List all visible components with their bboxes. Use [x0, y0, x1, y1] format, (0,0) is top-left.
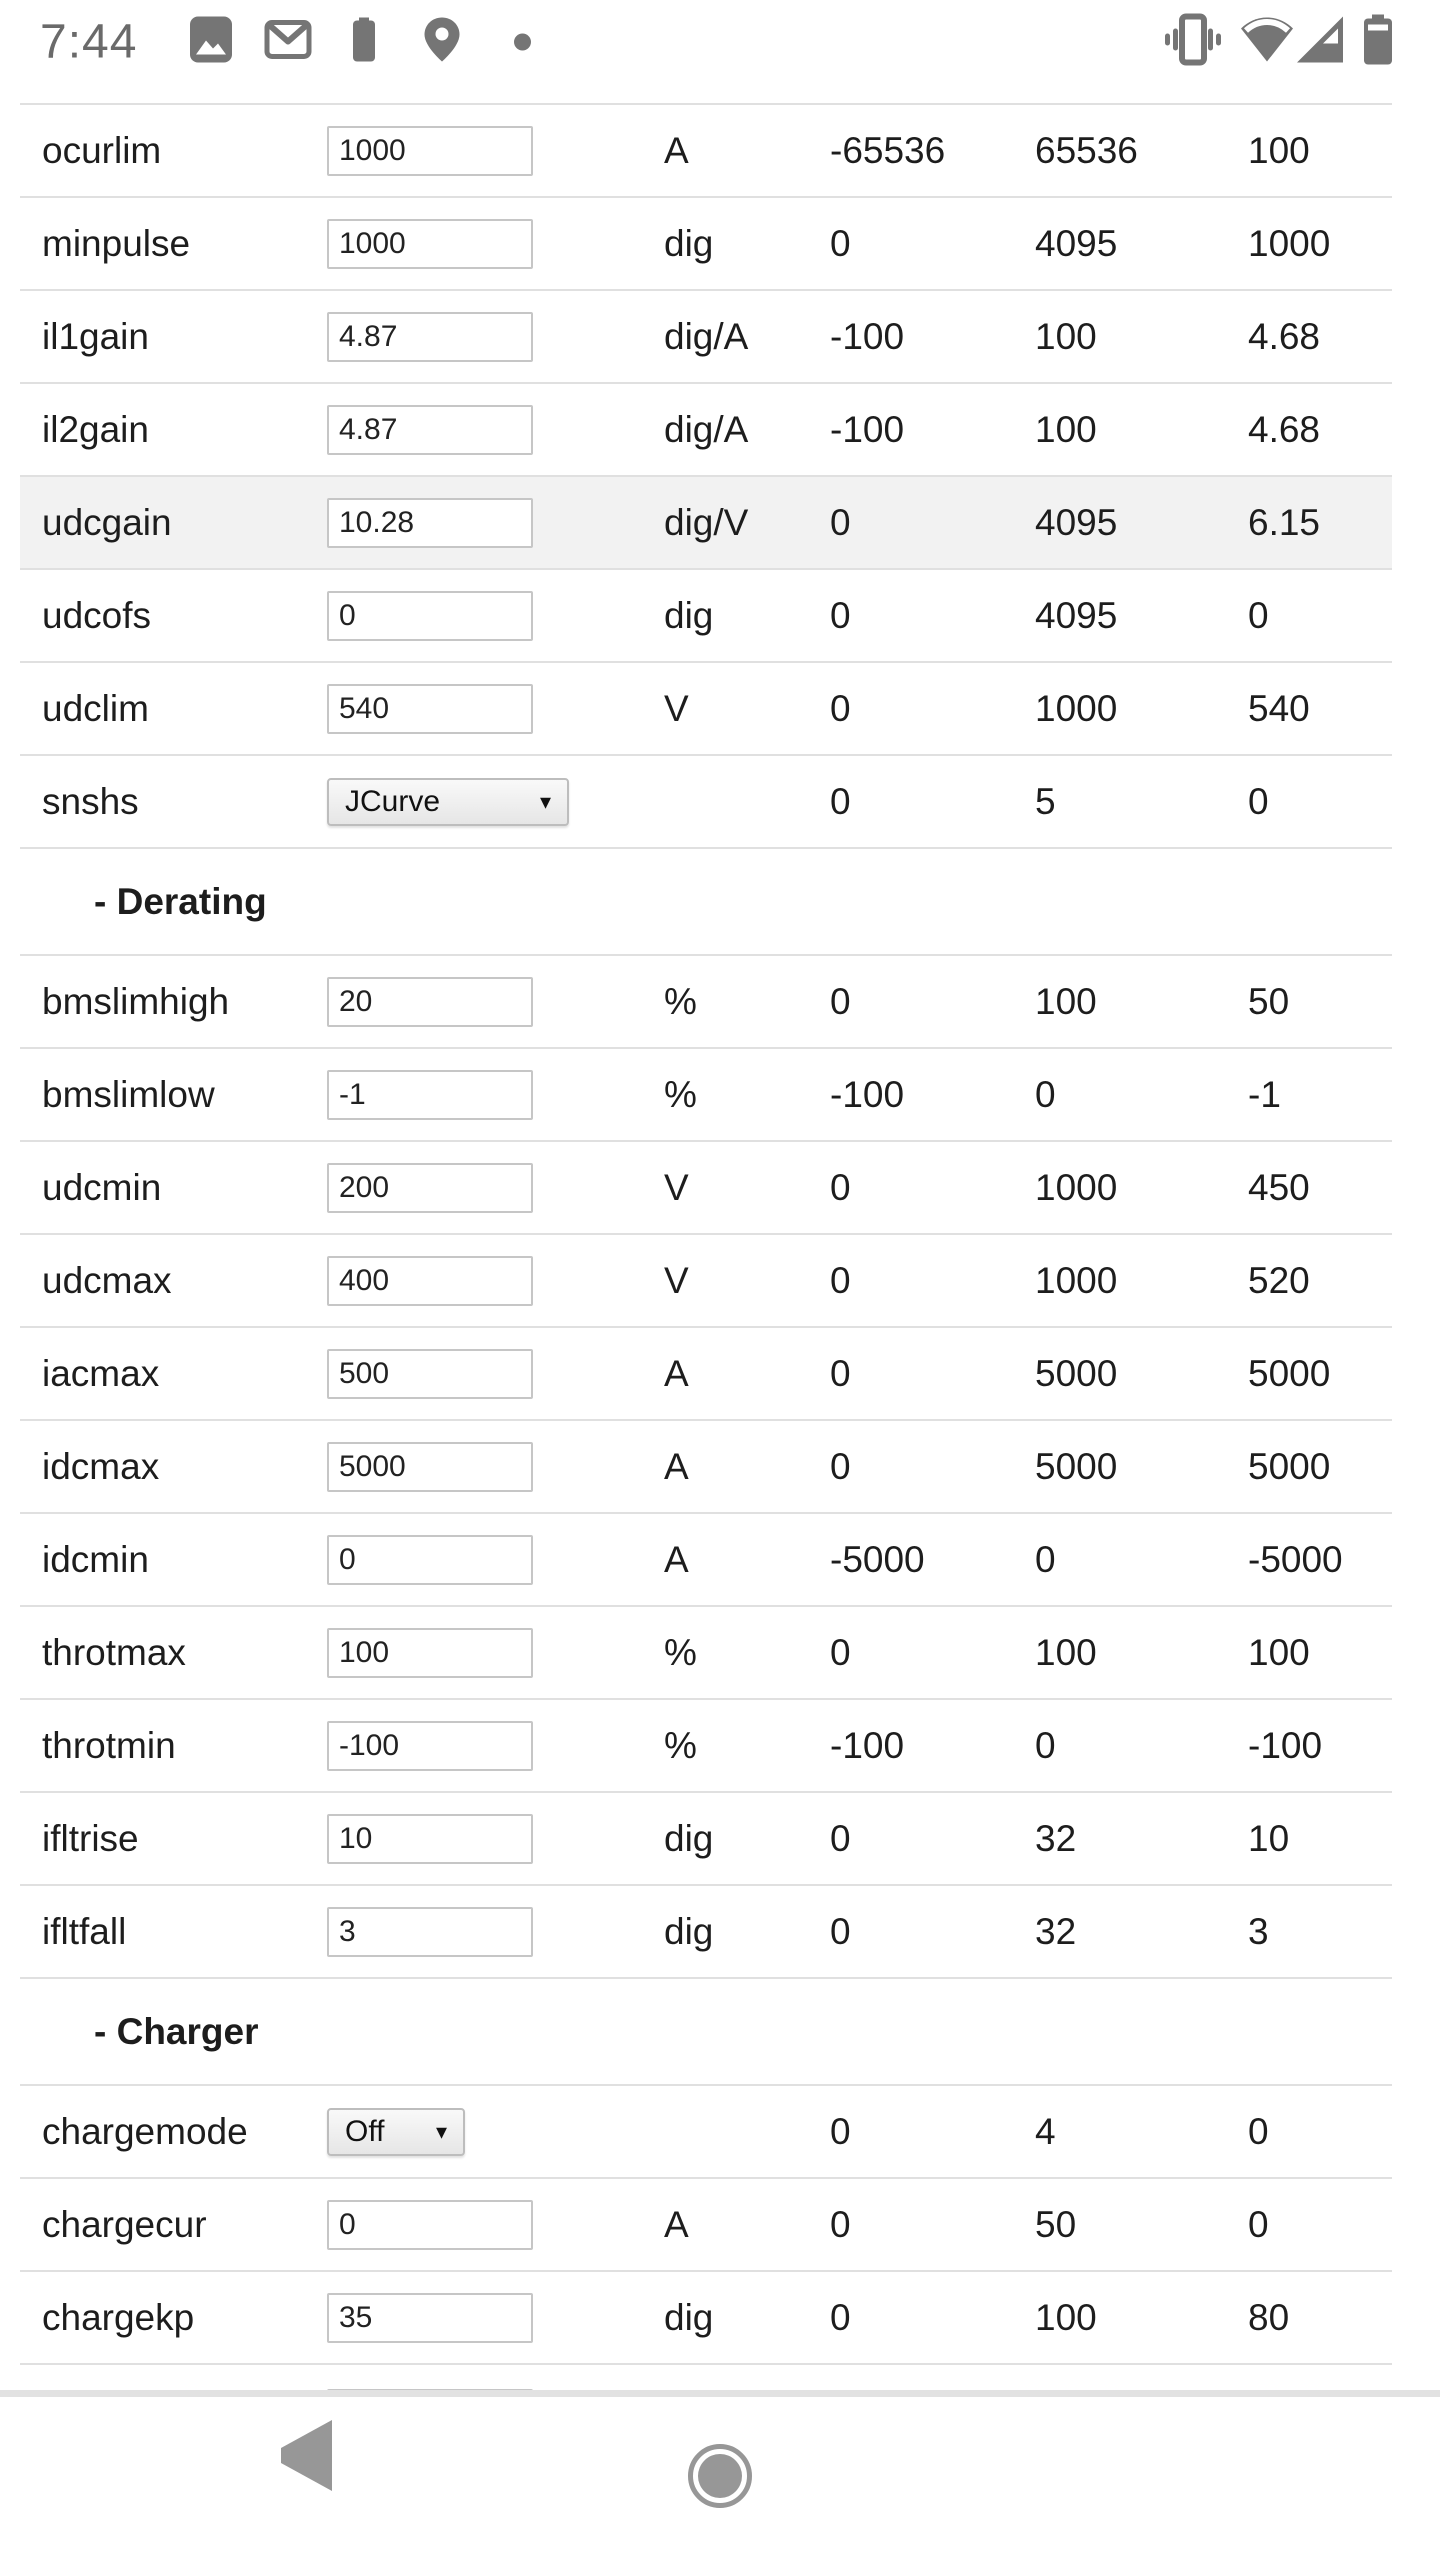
- param-name-chargekp: chargekp: [42, 2296, 195, 2338]
- param-unit: V: [664, 1259, 689, 1301]
- param-min: 0: [830, 980, 851, 1022]
- wifi-icon: [1241, 18, 1293, 67]
- param-max: 4095: [1035, 594, 1118, 636]
- param-min: 0: [830, 687, 851, 729]
- nav-bar-top-edge: [0, 2390, 1440, 2397]
- param-control-cell: [327, 1163, 664, 1213]
- minpulse-input[interactable]: [327, 219, 533, 269]
- bmslimhigh-input[interactable]: [327, 977, 533, 1027]
- param-default: 0: [1248, 594, 1269, 636]
- chevron-down-icon: ▾: [435, 2118, 447, 2144]
- param-min: 0: [830, 2296, 851, 2338]
- param-default: 4.68: [1248, 408, 1321, 450]
- param-name-chargecur: chargecur: [42, 2203, 207, 2245]
- bmslimlow-input[interactable]: [327, 1070, 533, 1120]
- chargekp-input[interactable]: [327, 2293, 533, 2343]
- param-min: -100: [830, 408, 905, 450]
- idcmax-input[interactable]: [327, 1442, 533, 1492]
- snshs-select-value: JCurve: [345, 784, 441, 818]
- udcofs-input[interactable]: [327, 591, 533, 641]
- section-title: - Charger: [94, 2010, 259, 2052]
- section-header-derating: [20, 849, 1392, 956]
- param-control-cell: [327, 1721, 664, 1771]
- param-min: 0: [830, 1445, 851, 1487]
- param-unit: A: [664, 1445, 689, 1487]
- param-default: 5000: [1248, 1352, 1331, 1394]
- throtmax-input[interactable]: [327, 1628, 533, 1678]
- param-min: 0: [830, 594, 851, 636]
- param-row-snshs: [20, 756, 1392, 849]
- param-unit: dig/V: [664, 501, 749, 543]
- param-min: -100: [830, 315, 905, 357]
- param-default: 4.68: [1248, 315, 1321, 357]
- param-max: 5: [1035, 780, 1056, 822]
- param-default: 100: [1248, 1631, 1310, 1673]
- section-title: - Derating: [94, 880, 267, 922]
- param-unit: A: [664, 2203, 689, 2245]
- home-icon: [688, 2444, 752, 2508]
- param-name-udcmax: udcmax: [42, 1259, 172, 1301]
- param-control-cell: [327, 498, 664, 548]
- chevron-down-icon: ▾: [539, 788, 551, 814]
- udcmax-input[interactable]: [327, 1256, 533, 1306]
- param-max: 32: [1035, 1910, 1077, 1952]
- param-name-idcmax: idcmax: [42, 1445, 160, 1487]
- param-name-bmslimlow: bmslimlow: [42, 1073, 215, 1115]
- param-unit: dig: [664, 1910, 714, 1952]
- param-control-cell: [327, 1907, 664, 1957]
- param-control-cell: [327, 219, 664, 269]
- param-control-cell: [327, 1442, 664, 1492]
- param-control-cell: [327, 2293, 664, 2343]
- param-name-ifltfall: ifltfall: [42, 1910, 127, 1952]
- param-row-udclim: [20, 663, 1392, 756]
- param-name-snshs: snshs: [42, 780, 139, 822]
- param-max: 100: [1035, 315, 1097, 357]
- param-default: 450: [1248, 1166, 1310, 1208]
- status-bar: [0, 0, 1440, 84]
- param-default: 5000: [1248, 1445, 1331, 1487]
- iacmax-input[interactable]: [327, 1349, 533, 1399]
- param-max: 0: [1035, 1073, 1056, 1115]
- param-default: 540: [1248, 687, 1310, 729]
- back-button[interactable]: [281, 2448, 332, 2463]
- param-max: 4095: [1035, 501, 1118, 543]
- param-control-cell: [327, 684, 664, 734]
- param-unit: %: [664, 980, 697, 1022]
- param-name-throtmin: throtmin: [42, 1724, 176, 1766]
- param-default: 0: [1248, 2203, 1269, 2245]
- param-min: 0: [830, 2110, 851, 2152]
- param-control-cell: [327, 1256, 664, 1306]
- param-unit: dig: [664, 594, 714, 636]
- param-name-bmslimhigh: bmslimhigh: [42, 980, 230, 1022]
- param-control-cell: [327, 2108, 664, 2156]
- param-row-udcmin: [20, 1142, 1392, 1235]
- param-unit: V: [664, 687, 689, 729]
- snshs-select[interactable]: [327, 778, 569, 826]
- param-name-iacmax: iacmax: [42, 1352, 160, 1394]
- param-max: 100: [1035, 2296, 1097, 2338]
- home-button[interactable]: [688, 2444, 752, 2508]
- param-name-ifltrise: ifltrise: [42, 1817, 139, 1859]
- param-default: 1000: [1248, 222, 1331, 264]
- param-max: 1000: [1035, 1166, 1118, 1208]
- param-min: -100: [830, 1073, 905, 1115]
- param-min: 0: [830, 1259, 851, 1301]
- param-min: 0: [830, 1631, 851, 1673]
- throtmin-input[interactable]: [327, 1721, 533, 1771]
- udclim-input[interactable]: [327, 684, 533, 734]
- param-default: 80: [1248, 2296, 1290, 2338]
- param-row-udcgain: [20, 477, 1392, 570]
- param-unit: A: [664, 129, 689, 171]
- param-row-iacmax: [20, 1328, 1392, 1421]
- param-unit: A: [664, 1352, 689, 1394]
- chargemode-select[interactable]: [327, 2108, 465, 2156]
- cell-signal-icon: [1297, 17, 1343, 68]
- param-min: -100: [830, 1724, 905, 1766]
- param-min: 0: [830, 780, 851, 822]
- param-unit: dig: [664, 1817, 714, 1859]
- param-unit: V: [664, 1166, 689, 1208]
- param-name-udcgain: udcgain: [42, 501, 172, 543]
- param-control-cell: [327, 405, 664, 455]
- param-row-minpulse: [20, 198, 1392, 291]
- param-control-cell: [327, 1628, 664, 1678]
- param-default: 0: [1248, 2110, 1269, 2152]
- param-unit: dig/A: [664, 315, 749, 357]
- param-control-cell: [327, 1070, 664, 1120]
- param-row-ocurlim: [20, 105, 1392, 198]
- param-default: 3: [1248, 1910, 1269, 1952]
- gmail-icon: [264, 17, 312, 68]
- param-name-minpulse: minpulse: [42, 222, 191, 264]
- param-max: 100: [1035, 980, 1097, 1022]
- udcmin-input[interactable]: [327, 1163, 533, 1213]
- param-row-throtmax: [20, 1607, 1392, 1700]
- notification-dot-icon: [514, 34, 531, 51]
- chargemode-select-value: Off: [345, 2114, 385, 2148]
- param-default: 6.15: [1248, 501, 1321, 543]
- param-control-cell: [327, 977, 664, 1027]
- idcmin-input[interactable]: [327, 1535, 533, 1585]
- param-unit: dig: [664, 2296, 714, 2338]
- param-min: 0: [830, 1910, 851, 1952]
- back-icon: [281, 2420, 332, 2491]
- param-max: 4095: [1035, 222, 1118, 264]
- param-row-chargekp: [20, 2272, 1392, 2365]
- param-default: 100: [1248, 129, 1310, 171]
- param-default: 0: [1248, 780, 1269, 822]
- param-default: 50: [1248, 980, 1290, 1022]
- param-row-bmslimhigh: [20, 956, 1392, 1049]
- param-default: 520: [1248, 1259, 1310, 1301]
- param-default: 10: [1248, 1817, 1290, 1859]
- ifltfall-input[interactable]: [327, 1907, 533, 1957]
- param-row-idcmax: [20, 1421, 1392, 1514]
- param-name-chargemode: chargemode: [42, 2110, 248, 2152]
- param-min: 0: [830, 1817, 851, 1859]
- il1gain-input[interactable]: [327, 312, 533, 362]
- param-unit: %: [664, 1073, 697, 1115]
- param-max: 1000: [1035, 1259, 1118, 1301]
- photos-icon: [189, 16, 233, 69]
- param-name-udclim: udclim: [42, 687, 149, 729]
- param-unit: dig/A: [664, 408, 749, 450]
- vibrate-icon: [1164, 14, 1222, 71]
- chargecur-input[interactable]: [327, 2200, 533, 2250]
- param-min: 0: [830, 501, 851, 543]
- location-icon: [421, 16, 463, 69]
- param-control-cell: [327, 778, 664, 826]
- battery-icon: [1364, 15, 1392, 70]
- param-min: -65536: [830, 129, 946, 171]
- param-min: 0: [830, 1352, 851, 1394]
- param-min: 0: [830, 2203, 851, 2245]
- param-row-bmslimlow: [20, 1049, 1392, 1142]
- ocurlim-input[interactable]: [327, 126, 533, 176]
- param-max: 50: [1035, 2203, 1077, 2245]
- param-row-throtmin: [20, 1700, 1392, 1793]
- param-control-cell: [327, 1814, 664, 1864]
- param-row-ifltfall: [20, 1886, 1392, 1979]
- param-max: 1000: [1035, 687, 1118, 729]
- param-default: -5000: [1248, 1538, 1343, 1580]
- param-control-cell: [327, 2200, 664, 2250]
- param-name-udcmin: udcmin: [42, 1166, 162, 1208]
- param-min: 0: [830, 222, 851, 264]
- section-header-charger: [20, 1979, 1392, 2086]
- param-control-cell: [327, 1349, 664, 1399]
- il2gain-input[interactable]: [327, 405, 533, 455]
- param-row-idcmin: [20, 1514, 1392, 1607]
- param-row-udcofs: [20, 570, 1392, 663]
- param-row-il1gain: [20, 291, 1392, 384]
- param-name-udcofs: udcofs: [42, 594, 152, 636]
- param-max: 100: [1035, 1631, 1097, 1673]
- param-unit: %: [664, 1631, 697, 1673]
- param-max: 32: [1035, 1817, 1077, 1859]
- param-row-chargemode: [20, 2086, 1392, 2179]
- param-name-ocurlim: ocurlim: [42, 129, 162, 171]
- param-max: 5000: [1035, 1352, 1118, 1394]
- ifltrise-input[interactable]: [327, 1814, 533, 1864]
- param-row-udcmax: [20, 1235, 1392, 1328]
- param-name-il1gain: il1gain: [42, 315, 149, 357]
- param-table: [20, 103, 1392, 2402]
- param-unit: dig: [664, 222, 714, 264]
- param-control-cell: [327, 1535, 664, 1585]
- param-row-il2gain: [20, 384, 1392, 477]
- param-max: 65536: [1035, 129, 1138, 171]
- param-max: 100: [1035, 408, 1097, 450]
- param-max: 0: [1035, 1538, 1056, 1580]
- udcgain-input[interactable]: [327, 498, 533, 548]
- clock: 7:44: [40, 15, 138, 69]
- param-name-idcmin: idcmin: [42, 1538, 149, 1580]
- param-control-cell: [327, 312, 664, 362]
- param-unit: %: [664, 1724, 697, 1766]
- param-name-throtmax: throtmax: [42, 1631, 186, 1673]
- param-control-cell: [327, 126, 664, 176]
- param-min: 0: [830, 1166, 851, 1208]
- param-control-cell: [327, 591, 664, 641]
- param-name-il2gain: il2gain: [42, 408, 149, 450]
- param-max: 4: [1035, 2110, 1056, 2152]
- param-max: 5000: [1035, 1445, 1118, 1487]
- param-default: -100: [1248, 1724, 1323, 1766]
- battery-notification-icon: [352, 16, 376, 69]
- param-min: -5000: [830, 1538, 925, 1580]
- param-row-ifltrise: [20, 1793, 1392, 1886]
- param-default: -1: [1248, 1073, 1281, 1115]
- param-unit: A: [664, 1538, 689, 1580]
- param-max: 0: [1035, 1724, 1056, 1766]
- nav-bar: [0, 2390, 1440, 2560]
- param-row-chargecur: [20, 2179, 1392, 2272]
